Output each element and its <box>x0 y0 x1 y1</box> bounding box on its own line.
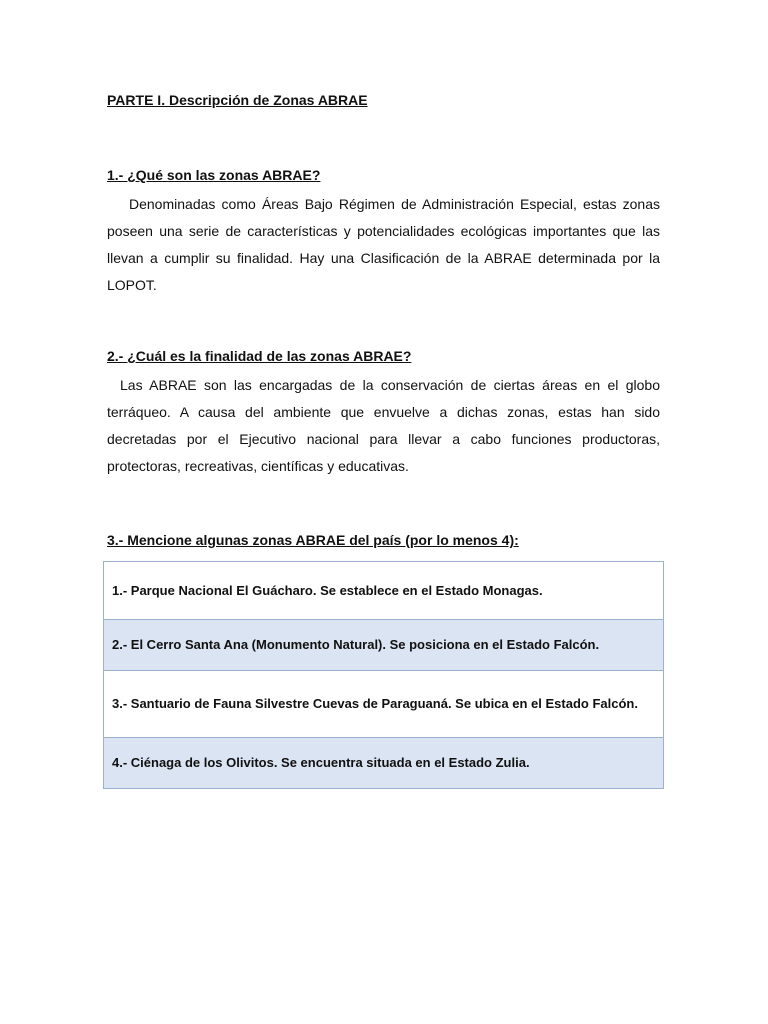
zones-table <box>103 561 664 789</box>
zone-text: 2.- El Cerro Santa Ana (Monumento Natural). Se posiciona en el Estado Falcón. <box>112 637 600 652</box>
zone-row <box>104 670 663 737</box>
zone-row <box>104 619 663 670</box>
section-2-heading: 2.- ¿Cuál es la finalidad de las zonas ABRAE? <box>107 348 412 364</box>
zone-text: 3.- Santuario de Fauna Silvestre Cuevas de Paraguaná. Se ubica en el Estado Falcón. <box>112 696 638 711</box>
zone-row <box>104 737 663 788</box>
section-2-body: Las ABRAE son las encargadas de la conservación de ciertas áreas en el globo terráqueo. A causa del ambiente que envuelve a dichas zonas, estas han sido decretadas por el Ejecutivo nacional para llevar a cabo funciones productoras, protectoras, recreativas, científicas y educativas. <box>107 377 660 474</box>
zone-text: 1.- Parque Nacional El Guácharo. Se establece en el Estado Monagas. <box>112 582 543 598</box>
section-3-heading: 3.- Mencione algunas zonas ABRAE del país (por lo menos 4): <box>107 532 519 548</box>
zone-text: 4.- Ciénaga de los Olivitos. Se encuentra situada en el Estado Zulia. <box>112 755 530 770</box>
zone-row <box>104 562 663 619</box>
section-1-heading: 1.- ¿Qué son las zonas ABRAE? <box>107 167 321 183</box>
section-1-body: Denominadas como Áreas Bajo Régimen de Administración Especial, estas zonas poseen una serie de características y potencialidades ecológicas importantes que las llevan a cumplir su finalidad. Hay una Clasificación de la ABRAE determinada por la LOPOT. <box>107 196 660 293</box>
page-title: PARTE I. Descripción de Zonas ABRAE <box>107 92 368 108</box>
